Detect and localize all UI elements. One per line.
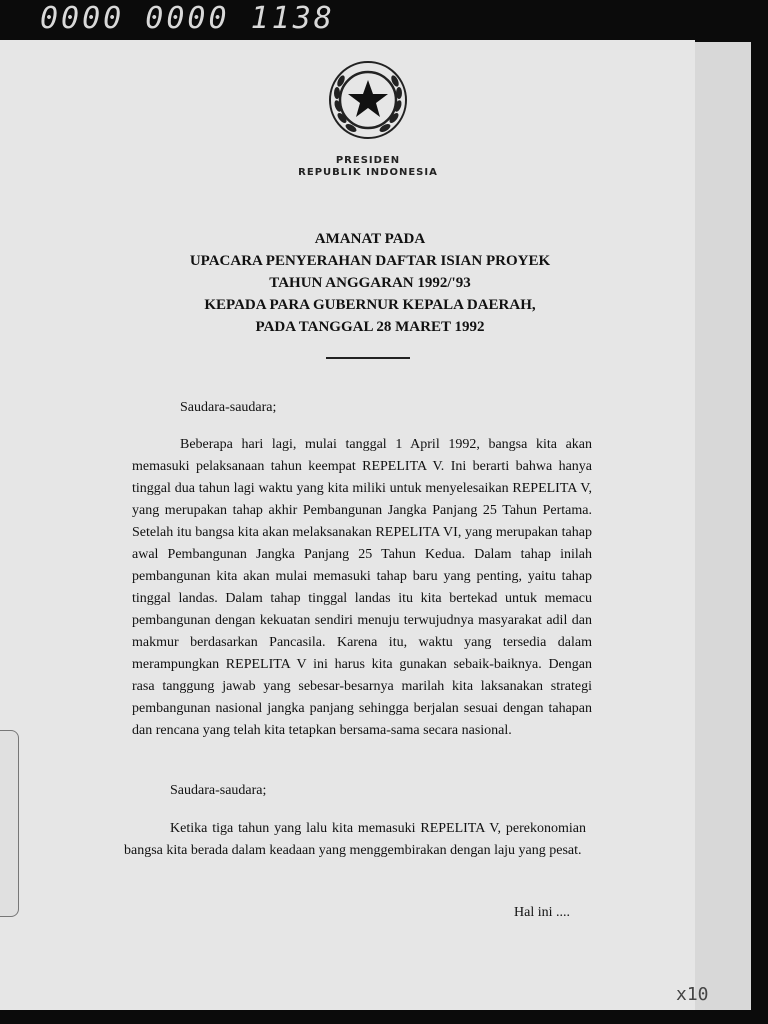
page-mark: x10: [676, 984, 709, 1005]
frame-counter: 0000 0000 1138: [40, 1, 335, 36]
paragraph-2: Ketika tiga tahun yang lalu kita memasuki REPELITA V, perekonomian bangsa kita berada dalam keadaan yang menggembirakan dengan laju yang pesat.: [124, 821, 586, 858]
title-line-2: UPACARA PENYERAHAN DAFTAR ISIAN PROYEK: [189, 253, 551, 269]
title-divider: [326, 357, 410, 359]
issuer-line-2: REPUBLIK INDONESIA: [298, 167, 438, 178]
title-line-5: PADA TANGGAL 28 MARET 1992: [255, 319, 485, 335]
salutation-1: Saudara-saudara;: [180, 400, 277, 415]
continuation-note: Hal ini ....: [514, 905, 570, 920]
issuer-line-1: PRESIDEN: [335, 155, 401, 166]
back-page-edge: [690, 42, 751, 1010]
title-line-3: TAHUN ANGGARAN 1992/'93: [269, 275, 471, 291]
salutation-2: Saudara-saudara;: [170, 783, 267, 798]
paragraph-1: Beberapa hari lagi, mulai tanggal 1 April 1992, bangsa kita akan memasuki pelaksanaan tahun keempat REPELITA V. Ini berarti bahwa hanya tinggal dua tahun lagi waktu yang kita miliki untuk menyelesaikan REPELITA V, yang merupakan tahap akhir Pembangunan Jangka Panjang 25 Tahun Pertama. Setelah itu bangsa kita akan melaksanakan REPELITA VI, yang merupakan tahap awal Pembangunan Jangka Panjang 25 Tahun Kedua. Dalam tahap inilah pembangunan kita akan mulai memasuki tahap baru yang penting, yaitu tahap tinggal landas. Dalam tahap tinggal landas itu kita bertekad untuk memacu pembangunan dengan kekuatan sendiri menuju terwujudnya masyarakat adil dan makmur berdasarkan Pancasila. Karena itu, waktu yang tersedia dalam merampungkan REPELITA V ini harus kita gunakan sebaik-baiknya. Dengan rasa tanggung jawab yang sebesar-besarnya marilah kita laksanakan strategi pembangunan nasional jangka panjang sehingga berjalan sesuai dengan tahapan dan rencana yang telah kita tetapkan bersama-sama secara nasional.: [132, 437, 592, 738]
garuda-star-emblem-icon: [326, 58, 410, 142]
issuer-heading: [250, 155, 486, 179]
document-title: [150, 228, 590, 338]
title-line-4: KEPADA PARA GUBERNUR KEPALA DAERAH,: [204, 297, 536, 313]
binding-tab: [0, 730, 19, 917]
title-line-1: AMANAT PADA: [314, 231, 426, 247]
